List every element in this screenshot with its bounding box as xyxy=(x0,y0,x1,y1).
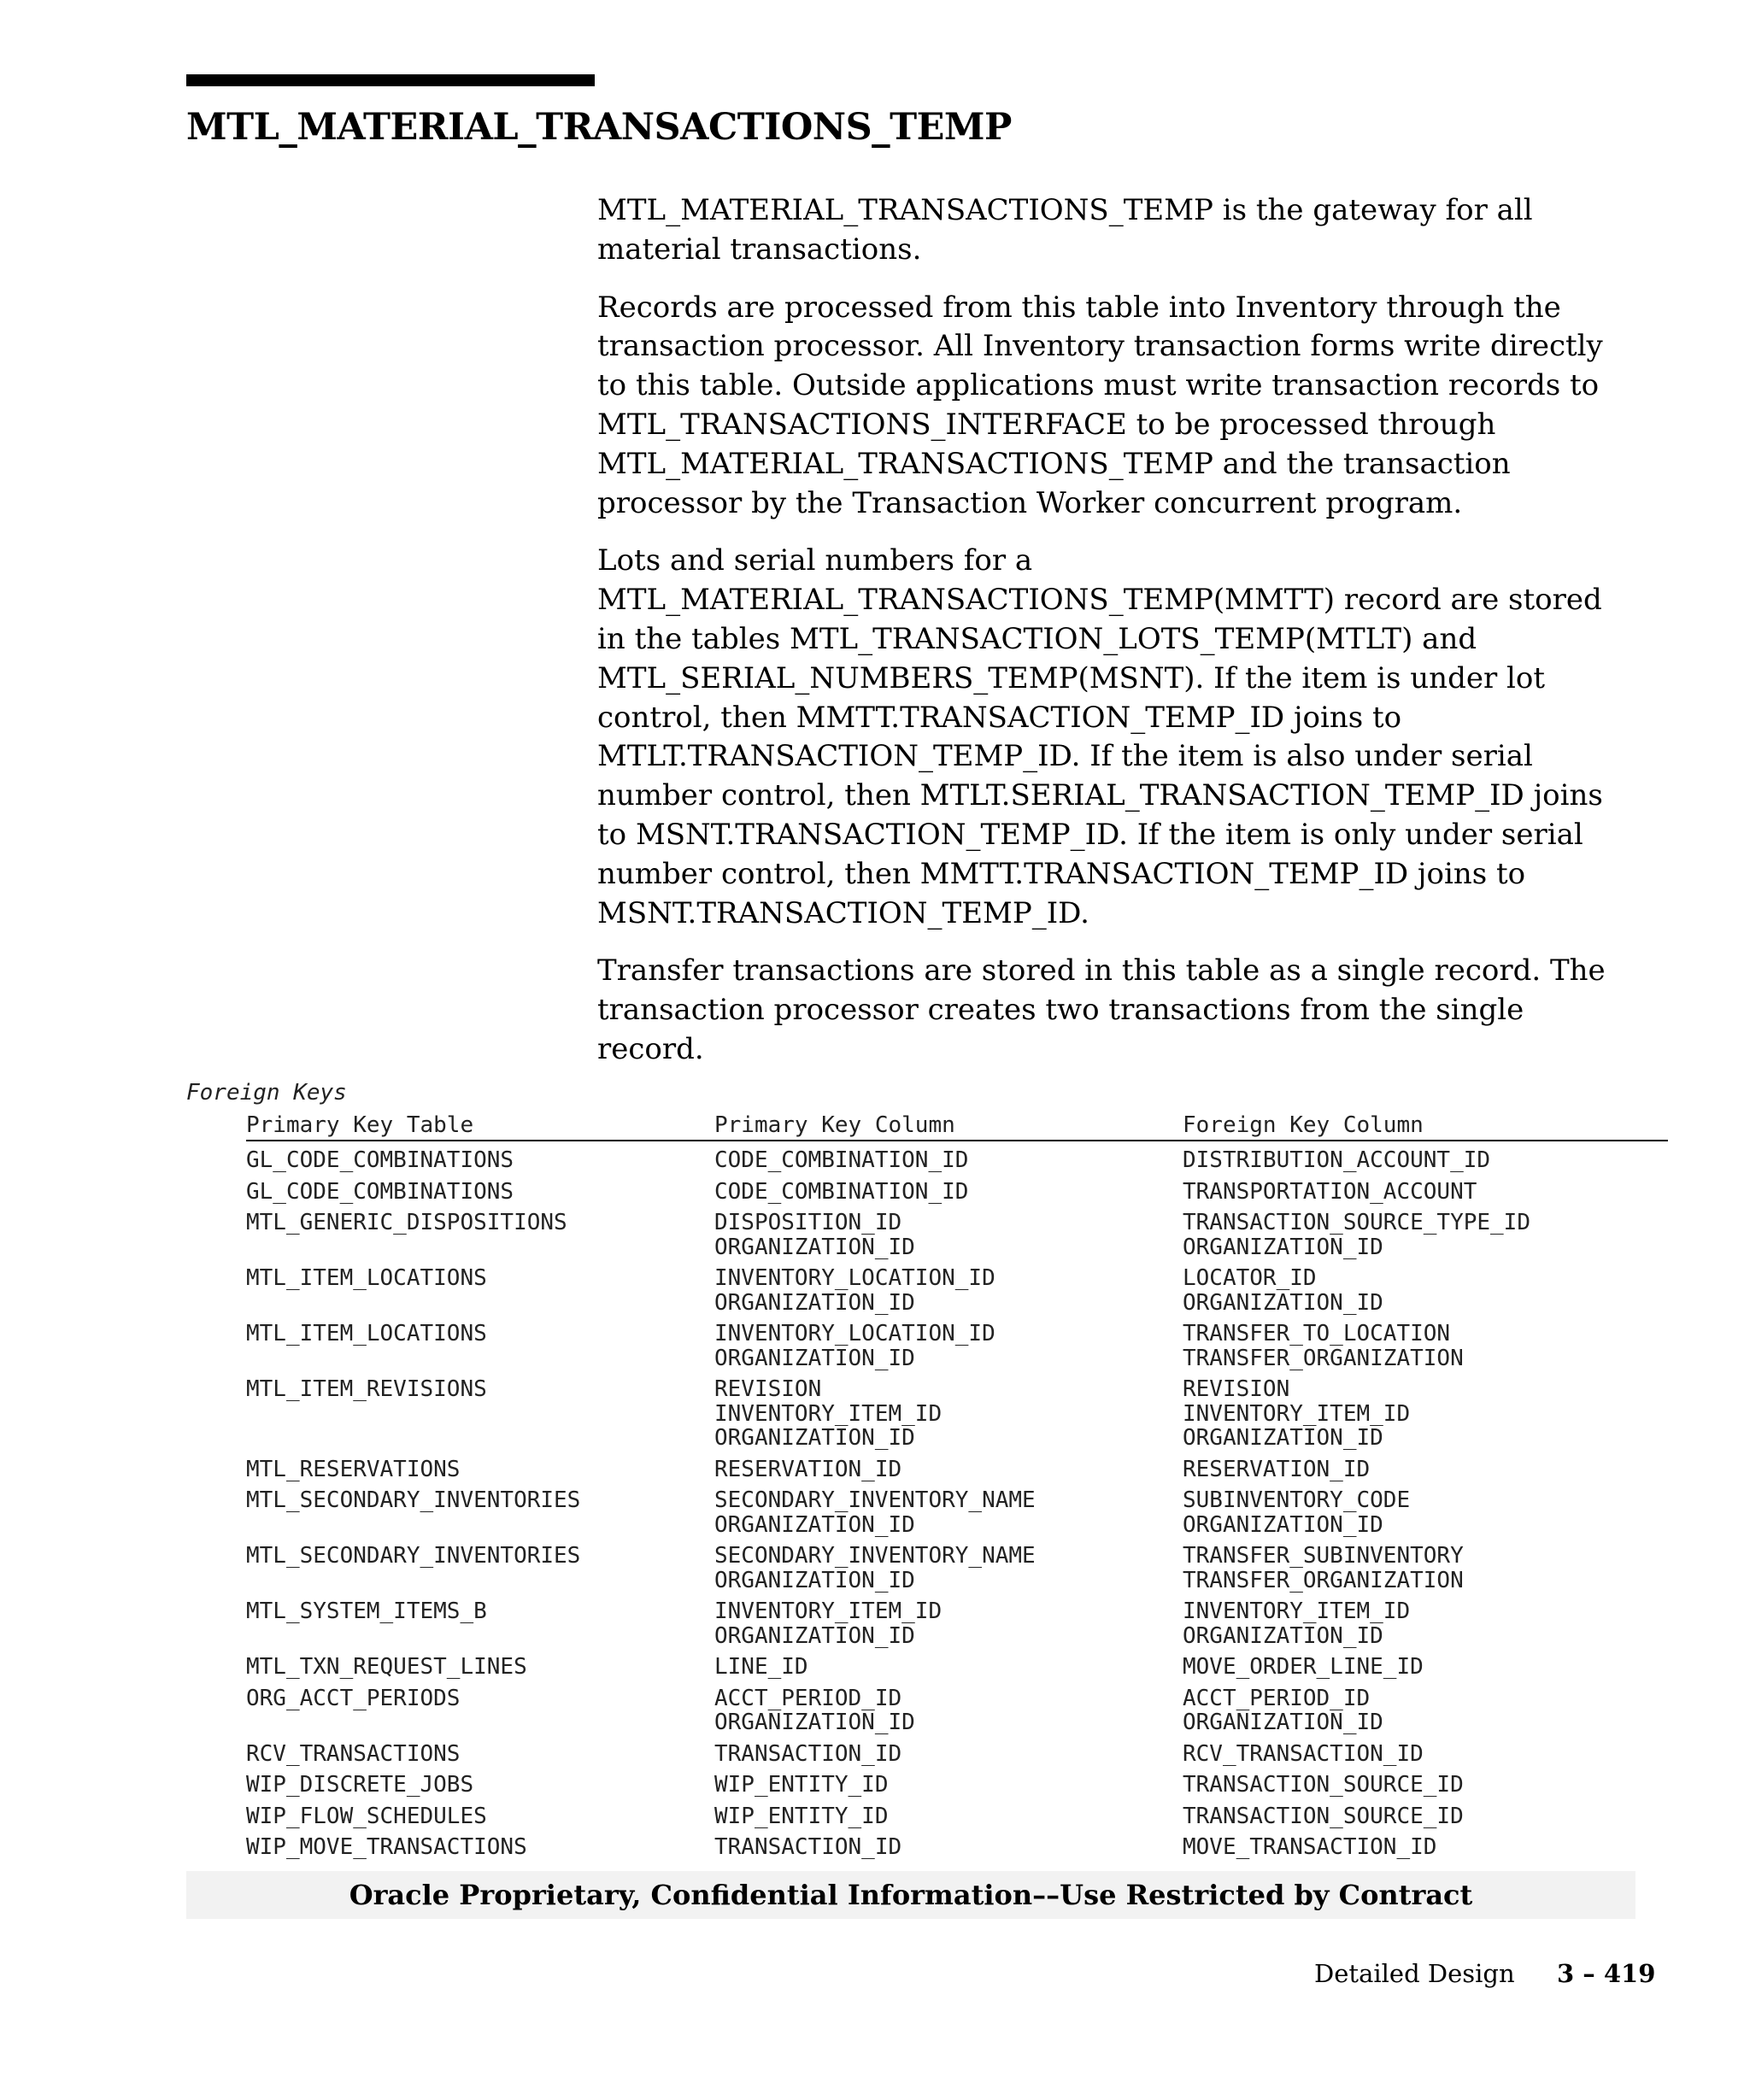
table-row xyxy=(246,1835,1668,1860)
table-row xyxy=(246,1544,1668,1593)
table-row xyxy=(246,1655,1668,1680)
cell-foreign-key-column: ACCT_PERIOD_ID ORGANIZATION_ID xyxy=(1183,1685,1383,1735)
cell-primary-key-column: INVENTORY_LOCATION_ID ORGANIZATION_ID xyxy=(714,1265,995,1316)
cell-foreign-key-column: MOVE_TRANSACTION_ID xyxy=(1183,1834,1437,1860)
foreign-keys-header xyxy=(246,1111,1668,1141)
cell-primary-key-table: MTL_GENERIC_DISPOSITIONS xyxy=(246,1210,567,1235)
cell-foreign-key-column: RCV_TRANSACTION_ID xyxy=(1183,1740,1424,1767)
table-row xyxy=(246,1488,1668,1537)
cell-primary-key-table: MTL_SECONDARY_INVENTORIES xyxy=(246,1543,581,1569)
table-row xyxy=(246,1686,1668,1735)
cell-primary-key-column: WIP_ENTITY_ID xyxy=(714,1803,889,1829)
cell-primary-key-column: SECONDARY_INVENTORY_NAME ORGANIZATION_ID xyxy=(714,1543,1036,1593)
cell-foreign-key-column: MOVE_ORDER_LINE_ID xyxy=(1183,1654,1424,1680)
cell-primary-key-column: TRANSACTION_ID xyxy=(714,1740,902,1767)
cell-primary-key-table: MTL_SYSTEM_ITEMS_B xyxy=(246,1598,487,1624)
cell-primary-key-column: WIP_ENTITY_ID xyxy=(714,1772,889,1798)
section-name: Detailed Design xyxy=(1314,1959,1515,1988)
cell-foreign-key-column: REVISION INVENTORY_ITEM_ID ORGANIZATION_ID xyxy=(1183,1376,1411,1451)
cell-primary-key-table: ORG_ACCT_PERIODS xyxy=(246,1685,461,1711)
page-number: 3 – 419 xyxy=(1557,1959,1656,1988)
cell-primary-key-table: MTL_ITEM_REVISIONS xyxy=(246,1376,487,1402)
cell-primary-key-column: INVENTORY_ITEM_ID ORGANIZATION_ID xyxy=(714,1598,943,1649)
cell-primary-key-column: INVENTORY_LOCATION_ID ORGANIZATION_ID xyxy=(714,1321,995,1371)
page-title: MTL_MATERIAL_TRANSACTIONS_TEMP xyxy=(186,106,1012,149)
cell-foreign-key-column: TRANSACTION_SOURCE_ID xyxy=(1183,1772,1464,1798)
cell-primary-key-column: SECONDARY_INVENTORY_NAME ORGANIZATION_ID xyxy=(714,1487,1036,1538)
cell-foreign-key-column: TRANSACTION_SOURCE_ID xyxy=(1183,1803,1464,1829)
foreign-keys-table xyxy=(246,1111,1668,1867)
table-row xyxy=(246,1322,1668,1370)
cell-primary-key-column: CODE_COMBINATION_ID xyxy=(714,1178,969,1205)
cell-primary-key-column: LINE_ID xyxy=(714,1654,808,1680)
heading-rule xyxy=(186,74,595,86)
table-row xyxy=(246,1742,1668,1767)
cell-primary-key-table: WIP_FLOW_SCHEDULES xyxy=(246,1803,487,1829)
confidential-notice: Oracle Proprietary, Confidential Information––Use Restricted by Contract xyxy=(349,1879,1473,1911)
cell-primary-key-table: WIP_MOVE_TRANSACTIONS xyxy=(246,1834,527,1860)
cell-foreign-key-column: TRANSPORTATION_ACCOUNT xyxy=(1183,1178,1477,1205)
cell-primary-key-table: MTL_ITEM_LOCATIONS xyxy=(246,1265,487,1291)
cell-primary-key-table: GL_CODE_COMBINATIONS xyxy=(246,1178,514,1205)
column-header-primary-key-column: Primary Key Column xyxy=(714,1112,955,1138)
paragraph-transfers: Transfer transactions are stored in this table as a single record. The transaction processor creates two transactions from the single record. xyxy=(597,953,1606,1066)
cell-primary-key-column: TRANSACTION_ID xyxy=(714,1834,902,1860)
cell-primary-key-table: RCV_TRANSACTIONS xyxy=(246,1740,461,1767)
column-header-foreign-key-column: Foreign Key Column xyxy=(1183,1112,1424,1138)
table-row xyxy=(246,1599,1668,1648)
cell-foreign-key-column: RESERVATION_ID xyxy=(1183,1456,1371,1482)
cell-primary-key-table: MTL_ITEM_LOCATIONS xyxy=(246,1321,487,1346)
cell-primary-key-table: MTL_TXN_REQUEST_LINES xyxy=(246,1654,527,1680)
table-row xyxy=(246,1180,1668,1205)
table-row xyxy=(246,1804,1668,1829)
foreign-keys-rows xyxy=(246,1141,1668,1860)
cell-primary-key-table: MTL_RESERVATIONS xyxy=(246,1456,461,1482)
cell-primary-key-table: GL_CODE_COMBINATIONS xyxy=(246,1147,514,1173)
cell-primary-key-column: CODE_COMBINATION_ID xyxy=(714,1147,969,1173)
cell-foreign-key-column: INVENTORY_ITEM_ID ORGANIZATION_ID xyxy=(1183,1598,1411,1649)
paragraph-lots-serials: Lots and serial numbers for a MTL_MATERIAL_TRANSACTIONS_TEMP(MMTT) record are stored in the tables MTL_TRANSACTION_LOTS_TEMP(MTLT) and MTL_SERIAL_NUMBERS_TEMP(MSNT). If the item is under lot control, then MMTT.TRANSACTION_TEMP_ID joins to MTLT.TRANSACTION_TEMP_ID. If the item is also under serial number control, then MTLT.SERIAL_TRANSACTION_TEMP_ID joins to MSNT.TRANSACTION_TEMP_ID. If the item is only under serial number control, then MMTT.TRANSACTION_TEMP_ID joins to MSNT.TRANSACTION_TEMP_ID. xyxy=(597,543,1603,930)
paragraph-intro: MTL_MATERIAL_TRANSACTIONS_TEMP is the gateway for all material transactions. xyxy=(597,193,1533,267)
cell-foreign-key-column: TRANSACTION_SOURCE_TYPE_ID ORGANIZATION_ID xyxy=(1183,1210,1530,1260)
cell-foreign-key-column: SUBINVENTORY_CODE ORGANIZATION_ID xyxy=(1183,1487,1411,1538)
cell-foreign-key-column: LOCATOR_ID ORGANIZATION_ID xyxy=(1183,1265,1383,1316)
table-row xyxy=(246,1266,1668,1315)
cell-foreign-key-column: DISTRIBUTION_ACCOUNT_ID xyxy=(1183,1147,1491,1173)
table-row xyxy=(246,1377,1668,1451)
description-body xyxy=(597,191,1631,1088)
cell-primary-key-table: WIP_DISCRETE_JOBS xyxy=(246,1772,474,1798)
cell-primary-key-column: DISPOSITION_ID ORGANIZATION_ID xyxy=(714,1210,915,1260)
column-header-primary-key-table: Primary Key Table xyxy=(246,1112,474,1138)
paragraph-processing: Records are processed from this table into Inventory through the transaction processor. All Inventory transaction forms write directly to this table. Outside applications must write transaction records to MTL_TRANSACTIONS_INTERFACE to be processed through MTL_MATERIAL_TRANSACTIONS_TEMP and the transaction processor by the Transaction Worker concurrent program. xyxy=(597,290,1603,520)
cell-primary-key-column: RESERVATION_ID xyxy=(714,1456,902,1482)
table-row xyxy=(246,1458,1668,1482)
cell-primary-key-column: REVISION INVENTORY_ITEM_ID ORGANIZATION_ID xyxy=(714,1376,943,1451)
table-row xyxy=(246,1211,1668,1259)
cell-foreign-key-column: TRANSFER_TO_LOCATION TRANSFER_ORGANIZATION xyxy=(1183,1321,1464,1371)
cell-primary-key-column: ACCT_PERIOD_ID ORGANIZATION_ID xyxy=(714,1685,915,1735)
table-row xyxy=(246,1148,1668,1173)
cell-foreign-key-column: TRANSFER_SUBINVENTORY TRANSFER_ORGANIZATION xyxy=(1183,1543,1464,1593)
cell-primary-key-table: MTL_SECONDARY_INVENTORIES xyxy=(246,1487,581,1513)
table-row xyxy=(246,1773,1668,1798)
foreign-keys-caption: Foreign Keys xyxy=(186,1080,347,1106)
